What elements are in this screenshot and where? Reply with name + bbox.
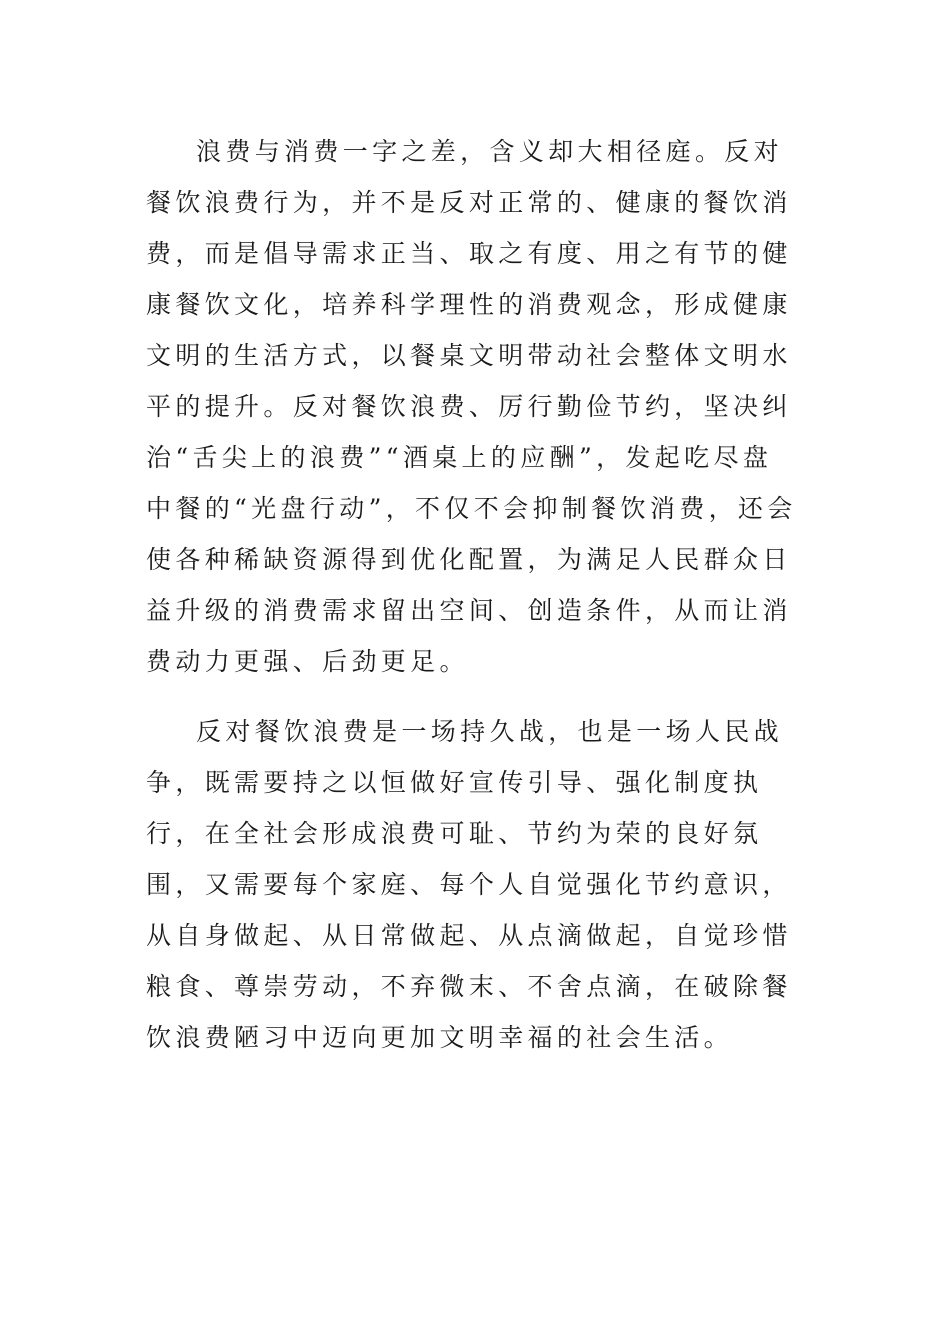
document-body	[146, 126, 798, 1063]
paragraph-food-waste-vs-consumption: 浪费与消费一字之差，含义却大相径庭。反对餐饮浪费行为，并不是反对正常的、健康的餐饮消费，而是倡导需求正当、取之有度、用之有节的健康餐饮文化，培养科学理性的消费观念，形成健康文明的生活方式，以餐桌文明带动社会整体文明水平的提升。反对餐饮浪费、厉行勤俭节约，坚决纠治“舌尖上的浪费”“酒桌上的应酬”，发起吃尽盘中餐的“光盘行动”，不仅不会抑制餐饮消费，还会使各种稀缺资源得到优化配置，为满足人民群众日益升级的消费需求留出空间、创造条件，从而让消费动力更强、后劲更足。	[146, 137, 797, 676]
paragraph-long-term-campaign: 反对餐饮浪费是一场持久战，也是一场人民战争，既需要持之以恒做好宣传引导、强化制度执行，在全社会形成浪费可耻、节约为荣的良好氛围，又需要每个家庭、每个人自觉强化节约意识，从自身做起、从日常做起、从点滴做起，自觉珍惜粮食、尊崇劳动，不弃微末、不舍点滴，在破除餐饮浪费陋习中迈向更加文明幸福的社会生活。	[146, 717, 792, 1052]
